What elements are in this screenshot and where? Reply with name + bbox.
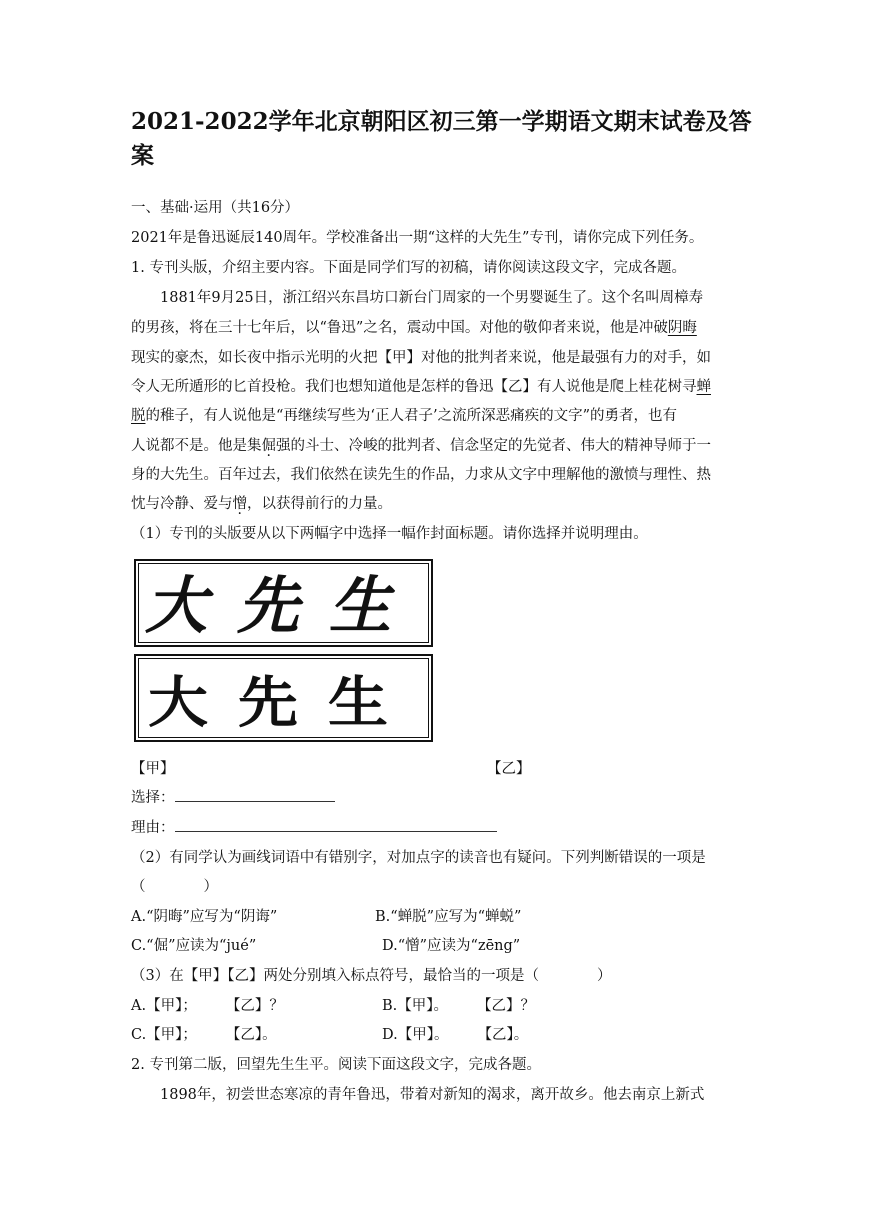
- passage-line: 脱的稚子，有人说他是“再继续写些为‘正人君子’之流所深恶痛疾的文字”的勇者，也有: [131, 408, 678, 424]
- option-b[interactable]: B.“蝉脱”应写为“蝉蜕”: [375, 909, 522, 925]
- dotted-character: 倔: [261, 438, 276, 454]
- dotted-character: 憎: [232, 496, 247, 512]
- section-intro: 2021年是鲁迅诞辰140周年。学校准备出一期“这样的大先生”专刊，请你完成下列任务。: [131, 230, 704, 246]
- option-a[interactable]: A.【甲】； 【乙】？: [131, 998, 284, 1014]
- image-label-a: 【甲】: [131, 761, 175, 777]
- calligraphy-image-b: [134, 654, 433, 742]
- option-a[interactable]: A.“阴晦”应写为“阴诲”: [131, 909, 278, 925]
- question-1-3: （3）在【甲】【乙】两处分别填入标点符号，最恰当的一项是（ ）: [131, 968, 612, 984]
- question-1-2: （2）有同学认为画线词语中有错别字，对加点字的读音也有疑问。下列判断错误的一项是: [131, 850, 706, 866]
- question-1-1: （1）专刊的头版要从以下两幅字中选择一幅作封面标题。请你选择并说明理由。: [131, 526, 648, 542]
- document-title: 2021-2022学年北京朝阳区初三第一学期语文期末试卷及答: [131, 108, 752, 135]
- underlined-word: 蝉: [696, 379, 711, 395]
- calligraphy-text-b: 大先生: [148, 669, 418, 735]
- calligraphy-text-a: 大先生: [144, 569, 422, 642]
- image-label-b: 【乙】: [487, 761, 531, 777]
- passage-line: 现实的豪杰，如长夜中指示光明的火把【甲】对他的批判者来说，他是最强有力的对手，如: [131, 350, 711, 366]
- option-c[interactable]: C.“倔”应读为“jué”: [131, 938, 257, 954]
- passage-line: 令人无所遁形的匕首投枪。我们也想知道他是怎样的鲁迅【乙】有人说他是爬上桂花树寻蝉: [131, 379, 711, 395]
- passage-line: 1881年9月25日，浙江绍兴东昌坊口新台门周家的一个男婴诞生了。这个名叫周樟寿: [160, 290, 704, 306]
- passage-line: 1898年，初尝世态寒凉的青年鲁迅，带着对新知的渴求，离开故乡。他去南京上新式: [160, 1087, 705, 1103]
- passage-line: 的男孩，将在三十七年后，以“鲁迅”之名，震动中国。对他的敬仰者来说，他是冲破阴晦: [131, 320, 697, 336]
- passage-line: 人说都不是。他是集倔强的斗士、冷峻的批判者、信念坚定的先觉者、伟大的精神导师于一: [131, 438, 711, 454]
- underlined-word: 阴晦: [667, 320, 697, 336]
- option-c[interactable]: C.【甲】； 【乙】。: [131, 1027, 277, 1043]
- reason-blank[interactable]: [175, 818, 497, 832]
- calligraphy-image-a: [134, 559, 433, 647]
- question-1: 1. 专刊头版，介绍主要内容。下面是同学们写的初稿，请你阅读这段文字，完成各题。: [131, 260, 686, 276]
- option-d[interactable]: D.【甲】。 【乙】。: [382, 1027, 529, 1043]
- reason-line: 理由：: [131, 818, 497, 838]
- option-b[interactable]: B.【甲】。 【乙】？: [382, 998, 536, 1014]
- document-title-continued: 案: [131, 142, 154, 169]
- option-d[interactable]: D.“憎”应读为“zēng”: [382, 938, 521, 954]
- section-heading: 一、基础·运用（共16分）: [131, 200, 300, 216]
- choice-blank[interactable]: [175, 788, 335, 802]
- underlined-word: 脱: [131, 408, 146, 424]
- passage-line: 忱与冷静、爱与憎，以获得前行的力量。: [131, 496, 392, 512]
- choice-line: 选择：: [131, 788, 335, 808]
- passage-line: 身的大先生。百年过去，我们依然在读先生的作品，力求从文字中理解他的激愤与理性、热: [131, 467, 711, 483]
- question-2: 2. 专刊第二版，回望先生生平。阅读下面这段文字，完成各题。: [131, 1057, 541, 1073]
- answer-paren: （ ）: [131, 879, 218, 895]
